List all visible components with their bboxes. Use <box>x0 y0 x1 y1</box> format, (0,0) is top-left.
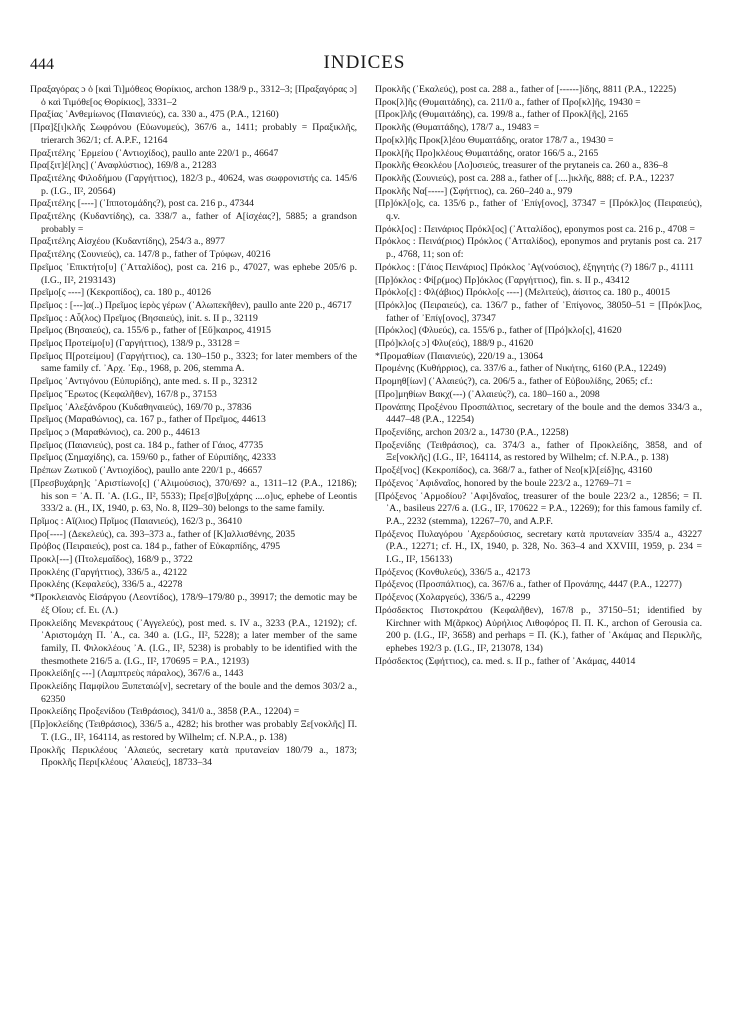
index-entry: Πρόκλ[ος] : Πεινάριος Πρόκλ[ος] (᾿Ατταλίδος), eponymos post ca. 216 p., 4708 = <box>375 223 695 235</box>
index-columns <box>30 84 702 1014</box>
index-entry: Προμένης (Κυθήρριος), ca. 337/6 a., father of Νικήτης, 6160 (P.A., 12249) <box>375 363 667 375</box>
index-entry: Πραξιτέλης (Κυδαντίδης), ca. 338/7 a., father of Α[ἰσχέας?], 5885; a grandson probably = <box>30 211 357 235</box>
index-entry: Πρόξενος ᾿Αφιδναῖος, honored by the boule 223/2 a., 12769–71 = <box>375 477 632 489</box>
index-entry: Πρεῖμος ᾿Επικτήτο[υ] (᾿Ατταλίδος), post ca. 216 p., 47027, was ephebe 205/6 p. (I.G., II², 2193143) <box>30 261 357 286</box>
index-entry: Προκλῆς (Θυμαιτάδης), 178/7 a., 19483 = <box>375 122 540 134</box>
page-header <box>30 48 699 74</box>
index-entry: Πρόκλο[ς] : Φλ(άβιος) Πρόκλο[ς ----] (Μελιτεύς), ἀίσιτος ca. 180 p., 40015 <box>375 287 670 299</box>
index-entry: Προνάπης Προξένου Προσπάλτιος, secretary of the boule and the demos 334/3 a., 4447–48 (P.A., 12254) <box>375 401 702 426</box>
index-entry: Πραξαγόρας ɔ ὁ [καὶ Τι]μόθεος Θορίκιος, archon 138/9 p., 3312–3; [Πραξαγόρας ɔ] ὁ καὶ Τιμόθε[ος Θορίκιος], 3331–2 <box>30 84 357 108</box>
index-entry: Πρόξενος Πυλαγόρου ᾿Αχερδούσιος, secretary κατὰ πρυτανείαν 335/4 a., 43227 (P.A., 12271; cf. H., IX, 1940, p. 328, No. 363–4 and XXVIII, 1959, p. 234 = I.G., II², 156133) <box>375 528 702 566</box>
index-entry: Πρόξενος (Χολαργεύς), 336/5 a., 42299 <box>375 592 531 604</box>
index-entry: Προκλείδης Μενεκράτους (᾿Αγγελεύς), post med. s. IV a., 3233 (P.A., 12192); cf. ᾿Αριστομάχη Π. ᾿Α., ca. 340 a. (I.G., II², 5228); a later member of the same family, Π. Φιλοκλέους ᾿Α. (I.G., II², 5238) is probably to be identified with the thesmothete 216/5 a. (I.G., II², 170695 = P.A., 12193) <box>30 617 357 667</box>
index-entry: Πρεῖμος ᾿Αντιγόνου (Εὐπυρίδης), ante med. s. II p., 32312 <box>30 376 258 388</box>
index-entry: Πρεῖμος ɔ (Μαραθώνιος), ca. 200 p., 44613 <box>30 426 200 438</box>
index-entry: Πρόκλος : [Γάιος Πεινάριος] Πρόκλος ᾿Αγ(νούσιος), ἐξηγητής (?) 186/7 p., 41111 <box>375 261 694 273</box>
index-entry: Πρόσδεκτος Πιστοκράτου (Κεφαλῆθεν), 167/8 p., 37150–51; identified by Kirchner with Μ(ᾶρκος) Αὐρήλιος Λιθοφόρος Π. Π. Κ., archon of Gerousia ca. 200 p. (I.G., II², 3658) and perhaps = Π. (Κ.), father of ᾿Ακάμας and Περικλῆς, ephebes 192/3 p. (I.G., II², 213078, 134) <box>375 604 702 654</box>
index-entry: Πρα[ξιτ]έ[λης] (᾿Αναφλύστιος), 169/8 a., 21283 <box>30 160 217 172</box>
index-entry: [Προκ]λῆς (Θυμαιτάδης), ca. 199/8 a., father of Προκλ[ῆς], 2165 <box>375 109 629 121</box>
index-entry: Πραξιτέλης (Σουνιεύς), ca. 147/8 p., father of Τρύφων, 40216 <box>30 249 271 261</box>
index-entry: Προξενίδης, archon 203/2 a., 14730 (P.A., 12258) <box>375 426 569 438</box>
index-entry: [Πρεσβυχάρη]ς ᾿Αριστίωνο[ς] (῾Αλιμούσιος), 370/69? a., 1311–12 (P.A., 12186); his son = ᾿Α. Π. ᾿Α. (I.G., II², 5533); Πρε[σ]βυ[χάρης ....ο]υς, ephebe of Leontis 333/2 a. (H., IX, 1940, p. 63, No. 8, II29–30) belongs to the same family. <box>30 477 357 515</box>
index-entry: Πρεῖμος (Παιανιεύς), post ca. 184 p., father of Γάιος, 47735 <box>30 439 264 451</box>
index-entry: [Πρα]ξ[ι]κλῆς Σωφρόνου (Εὐωνυμεύς), 367/6 a., 1411; probably = Πραξικλῆς, trierarch 362/1; cf. A.P.F., 12164 <box>30 122 357 146</box>
index-entry: [Πρ]όκλ[ο]ς, ca. 135/6 p., father of ᾿Επίγ[ονος], 37347 = [Πρόκλ]ος (Πειραιεύς), q.v. <box>375 198 702 223</box>
index-entry: Προκλέης (Κεφαλεύς), 336/5 a., 42278 <box>30 579 183 591</box>
index-entry: Προμηθ[ίων] (᾿Αλαιεύς?), ca. 206/5 a., father of Εὐβουλίδης, 2065; cf.: <box>375 376 653 388</box>
right-column <box>375 84 702 1014</box>
index-entry: Προκλῆς Θεοκλέου [Λο]υσιεύς, treasurer of the prytaneis ca. 260 a., 836–8 <box>375 160 668 172</box>
index-entry: Πραξιτέλης Αἰσχέου (Κυδαντίδης), 254/3 a., 8977 <box>30 236 225 248</box>
index-entry: Πρεῖμος (Σημαχίδης), ca. 159/60 p., father of Εὐριπίδης, 42333 <box>30 452 277 464</box>
index-entry: Προ[κλ]ῆς Προκ[λ]έου Θυμαιτάδης, orator 178/7 a., 19430 = <box>375 134 614 146</box>
index-entry: Πρεῖμος Π[ροτείμου] (Γαργήττιος), ca. 130–150 p., 3323; for later members of the same family cf. ᾿Αρχ. ᾿Εφ., 1968, p. 206, stemma A. <box>30 350 357 375</box>
index-entry: Προξέ[νος] (Κεκροπίδος), ca. 368/7 a., father of Νεο[κ]λ[είδ]ης, 43160 <box>375 465 653 477</box>
index-entry: Πρεῖμο[ς ----] (Κεκροπίδος), ca. 180 p., 40126 <box>30 287 211 299</box>
index-entry: Προκλ[ῆς Προ]κλέους Θυμαιτάδης, orator 166/5 a., 2165 <box>375 147 599 159</box>
page-title: INDICES <box>323 52 406 73</box>
index-entry: [Πρ]όκλος : Φί[ρ(μος) Πρ]όκλος (Γαργήττιος), fin. s. II p., 43412 <box>375 274 630 286</box>
page-number: 444 <box>30 56 54 73</box>
index-entry: Πραξιτέλης ῾Ερμείου (᾿Αντιοχίδος), paullo ante 220/1 p., 46647 <box>30 147 279 159</box>
index-entry: Πρεῖμος Προτείμο[υ] (Γαργήττιος), 138/9 p., 33128 = <box>30 338 240 350</box>
index-entry: Πρῖμος : Αἴ(λιος) Πρῖμος (Παιανιεύς), 162/3 p., 36410 <box>30 515 242 527</box>
index-entry: [Προ]μηθίων Βακχ(---) (᾿Αλαιεύς?), ca. 180–160 a., 2098 <box>375 388 600 400</box>
index-entry: *Προκλειανὸς Εἰσάργου (Λεοντίδος), 178/9–179/80 p., 39917; the demotic may be ἐξ Οἴου; cf. Ει. (Λ.) <box>30 592 357 616</box>
index-entry: Πραξίας ᾿Ανθεμίωνος (Παιανιεύς), ca. 330 a., 475 (P.A., 12160) <box>30 109 279 121</box>
index-entry: [Πρόξενος ῾Αρμοδίου? ᾿Αφι]δναῖος, treasurer of the boule 223/2 a., 12856; = Π. ᾿Α., basileus 227/6 a. (I.G., II², 170622 = P.A., 12269); for this famous family cf. P.A., 2232 (stemma), 12267–70, and A.P.F. <box>375 490 702 527</box>
index-entry: [Πρό]κλο[ς ɔ] Φλυ(εύς), 188/9 p., 41620 <box>375 338 534 350</box>
index-entry: Προκλέης (Γαργήττιος), 336/5 a., 42122 <box>30 566 188 578</box>
index-entry: Πρεῖμος : [---]α(..) Πρεῖμος ἱερὸς γέρων (᾿Αλωπεκῆθεν), paullo ante 220 p., 46717 <box>30 299 352 311</box>
index-entry: Πρέπων Ζωτικοῦ (᾿Αντιοχίδος), paullo ante 220/1 p., 46657 <box>30 465 263 477</box>
index-entry: Προ[----] (Δεκελεύς), ca. 393–373 a., father of [Κ]αλλισθένης, 2035 <box>30 528 296 540</box>
index-entry: Προκλῆς Να[-----] (Σφήττιος), ca. 260–240 a., 979 <box>375 185 573 197</box>
index-entry: Πραξιτέλης Φιλοδήμου (Γαργήττιος), 182/3 p., 40624, was σωφρονιστής ca. 145/6 p. (I.G., II², 20564) <box>30 172 357 197</box>
index-entry: Πρόξενος (Προσπάλτιος), ca. 367/6 a., father of Προνάπης, 4447 (P.A., 12277) <box>375 579 682 591</box>
index-entry: Πρόβος (Πειραιεύς), post ca. 184 p., father of Εὐκαρπίδης, 4795 <box>30 541 281 553</box>
index-entry: Πρεῖμος (Μαραθώνιος), ca. 167 p., father of Πρεῖμος, 44613 <box>30 414 266 426</box>
index-entry: Προκλείδη[ς ---] (Λαμπτρεὺς πάραλος), 367/6 a., 1443 <box>30 668 244 680</box>
index-entry: Πραξιτέλης [----] (῾Ιπποτομάδης?), post ca. 216 p., 47344 <box>30 198 254 210</box>
index-entry: *Προμαθίων (Παιανιεύς), 220/19 a., 13064 <box>375 350 544 362</box>
index-entry: Προξενίδης (Τειθράσιος), ca. 374/3 a., father of Προκλείδης, 3858, and of Ξε[νοκλῆς] (I.G., II², 164114, as restored by Wilhelm; cf. N.P.A., p. 138) <box>375 439 702 464</box>
index-entry: [Πρόκλος] (Φλυεύς), ca. 155/6 p., father of [Πρό]κλο[ς], 41620 <box>375 325 622 337</box>
index-entry: Πρεῖμος ῎Ερωτος (Κεφαλῆθεν), 167/8 p., 37153 <box>30 388 217 400</box>
index-entry: Προκλ[---] (Πτολεμαΐδος), 168/9 p., 3722 <box>30 554 193 566</box>
index-entry: Πρεῖμος ᾿Αλεξάνδρου (Κυδαθηναιεύς), 169/70 p., 37836 <box>30 401 252 413</box>
index-entry: Προκλῆς (᾿Εκαλεύς), post ca. 288 a., father of [------]ίδης, 8811 (P.A., 12225) <box>375 84 677 95</box>
index-entry: Προκλείδης Παμφίλου Ξυπεταιώ[ν], secretary of the boule and the demos 303/2 a., 62350 <box>30 681 357 705</box>
index-entry: Πρεῖμος : Αὖ(λος) Πρεῖμος (Βησαιεύς), init. s. II p., 32119 <box>30 312 258 324</box>
index-entry: Προκλῆς (Σουνιεύς), post ca. 288 a., father of [....]ικλῆς, 888; cf. P.A., 12237 <box>375 172 675 184</box>
index-entry: Προκλείδης Προξενίδου (Τειθράσιος), 341/0 a., 3858 (P.A., 12204) = <box>30 706 300 718</box>
index-entry: Πρόσδεκτος (Σφήττιος), ca. med. s. II p., father of ᾿Ακάμας, 44014 <box>375 655 636 667</box>
index-entry: Πρεῖμος (Βησαιεύς), ca. 155/6 p., father of [Εὔ]καιρος, 41915 <box>30 325 271 337</box>
index-entry: Προκ[λ]ῆς (Θυμαιτάδης), ca. 211/0 a., father of Προ[κλ]ῆς, 19430 = <box>375 96 641 108</box>
index-entry: [Πρόκλ]ος (Πειραιεύς), ca. 136/7 p., father of ᾿Επίγονος, 38050–51 = [Πρόκ]λος, father of ᾿Επίγ[ονος], 37347 <box>375 299 702 324</box>
index-entry: Πρόξενος (Κονθυλεύς), 336/5 a., 42173 <box>375 566 531 578</box>
index-entry: [Πρ]οκλείδης (Τειθράσιος), 336/5 a., 4282; his brother was probably Ξε[νοκλῆς] Π. Τ. (I.G., II², 164114, as restored by Wilhelm; cf. N.P.A., p. 138) <box>30 719 357 743</box>
left-column <box>30 84 357 1014</box>
index-entry: Προκλῆς Περικλέους ᾿Αλαιεύς, secretary κατὰ πρυτανείαν 180/79 a., 1873; Προκλῆς Περι[κλέους ᾿Αλαιεύς], 18733–34 <box>30 744 357 769</box>
index-entry: Πρόκλος : Πεινά(ριος) Πρόκλος (᾿Ατταλίδος), eponymos and prytanis post ca. 217 p., 4768, 11; son of: <box>375 236 702 261</box>
